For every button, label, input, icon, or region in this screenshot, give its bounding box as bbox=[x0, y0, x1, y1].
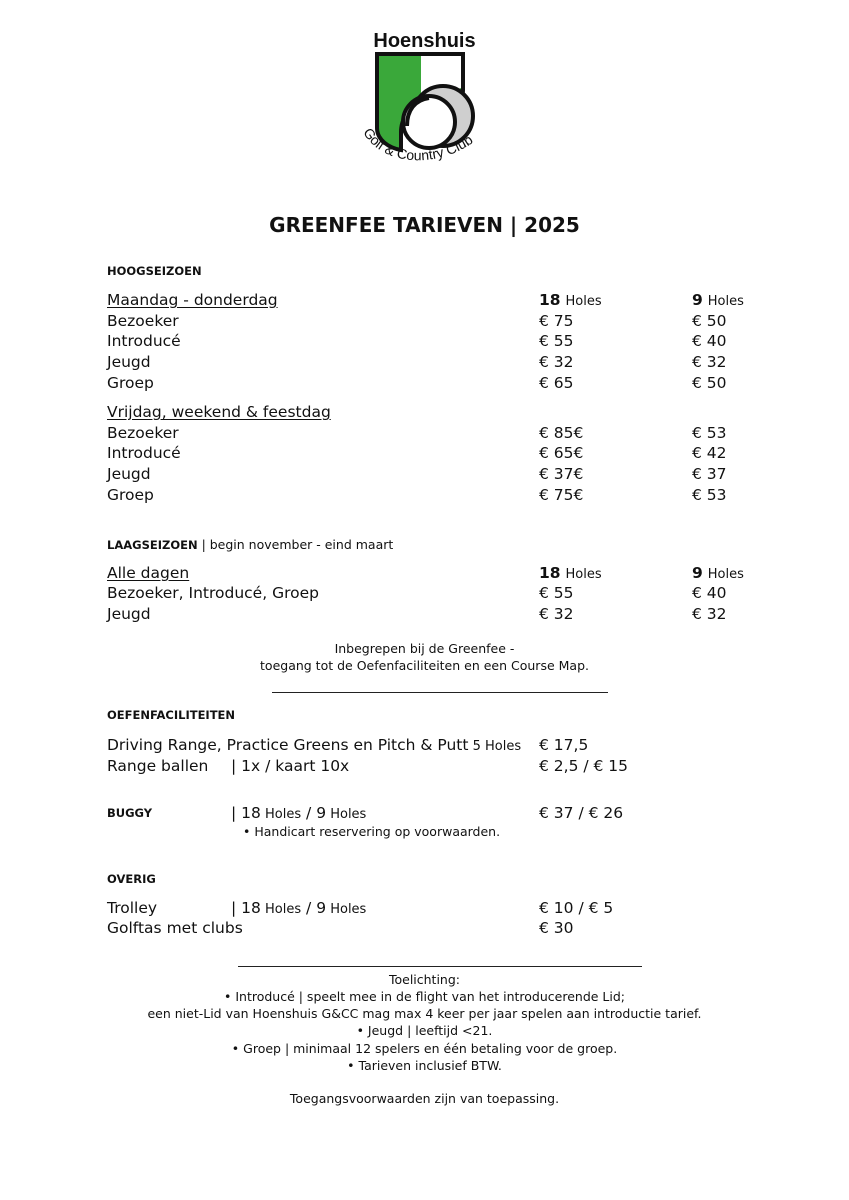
section-laagseizoen: LAAGSEIZOEN | begin november - eind maart bbox=[107, 537, 394, 552]
toelichting-line: een niet-Lid van Hoenshuis G&CC mag max 4 keer per jaar spelen aan introductie tarief. bbox=[147, 1006, 702, 1021]
logo-tagline: Golf & Country Club bbox=[360, 124, 476, 164]
divider bbox=[238, 966, 642, 967]
included-line-2: toegang tot de Oefenfaciliteiten en een Course Map. bbox=[260, 658, 589, 673]
toelichting-line: • Jeugd | leeftijd <21. bbox=[356, 1023, 493, 1038]
alle-dagen-label: Alle dagen bbox=[107, 564, 190, 582]
section-hoogseizoen: HOOGSEIZOEN bbox=[107, 264, 202, 278]
weekend-label: Vrijdag, weekend & feestdag bbox=[107, 403, 331, 421]
toelichting-line: • Introducé | speelt mee in de flight van het introducerende Lid; bbox=[223, 989, 626, 1004]
footer-note: Toegangsvoorwaarden zijn van toepassing. bbox=[289, 1091, 560, 1106]
section-overig: OVERIG bbox=[107, 872, 156, 886]
club-logo bbox=[355, 52, 495, 177]
col-9-holes: 9 Holes bbox=[692, 291, 744, 309]
buggy-note: • Handicart reservering op voorwaarden. bbox=[243, 824, 501, 839]
divider bbox=[272, 692, 608, 693]
toelichting-heading: Toelichting: bbox=[388, 972, 461, 987]
toelichting-line: • Tarieven inclusief BTW. bbox=[347, 1058, 502, 1073]
col-18-holes: 18 Holes bbox=[539, 291, 602, 309]
included-line-1: Inbegrepen bij de Greenfee - bbox=[334, 641, 515, 656]
col-9-holes: 9 Holes bbox=[692, 564, 744, 582]
col-18-holes: 18 Holes bbox=[539, 564, 602, 582]
section-oefenfaciliteiten: OEFENFACILITEITEN bbox=[107, 708, 236, 722]
weekdays-label: Maandag - donderdag bbox=[107, 291, 278, 309]
page-title: GREENFEE TARIEVEN | 2025 bbox=[269, 213, 580, 237]
toelichting-line: • Groep | minimaal 12 spelers en één betaling voor de groep. bbox=[231, 1041, 618, 1056]
section-buggy: BUGGY bbox=[107, 806, 153, 820]
logo-name: Hoenshuis bbox=[373, 30, 476, 52]
